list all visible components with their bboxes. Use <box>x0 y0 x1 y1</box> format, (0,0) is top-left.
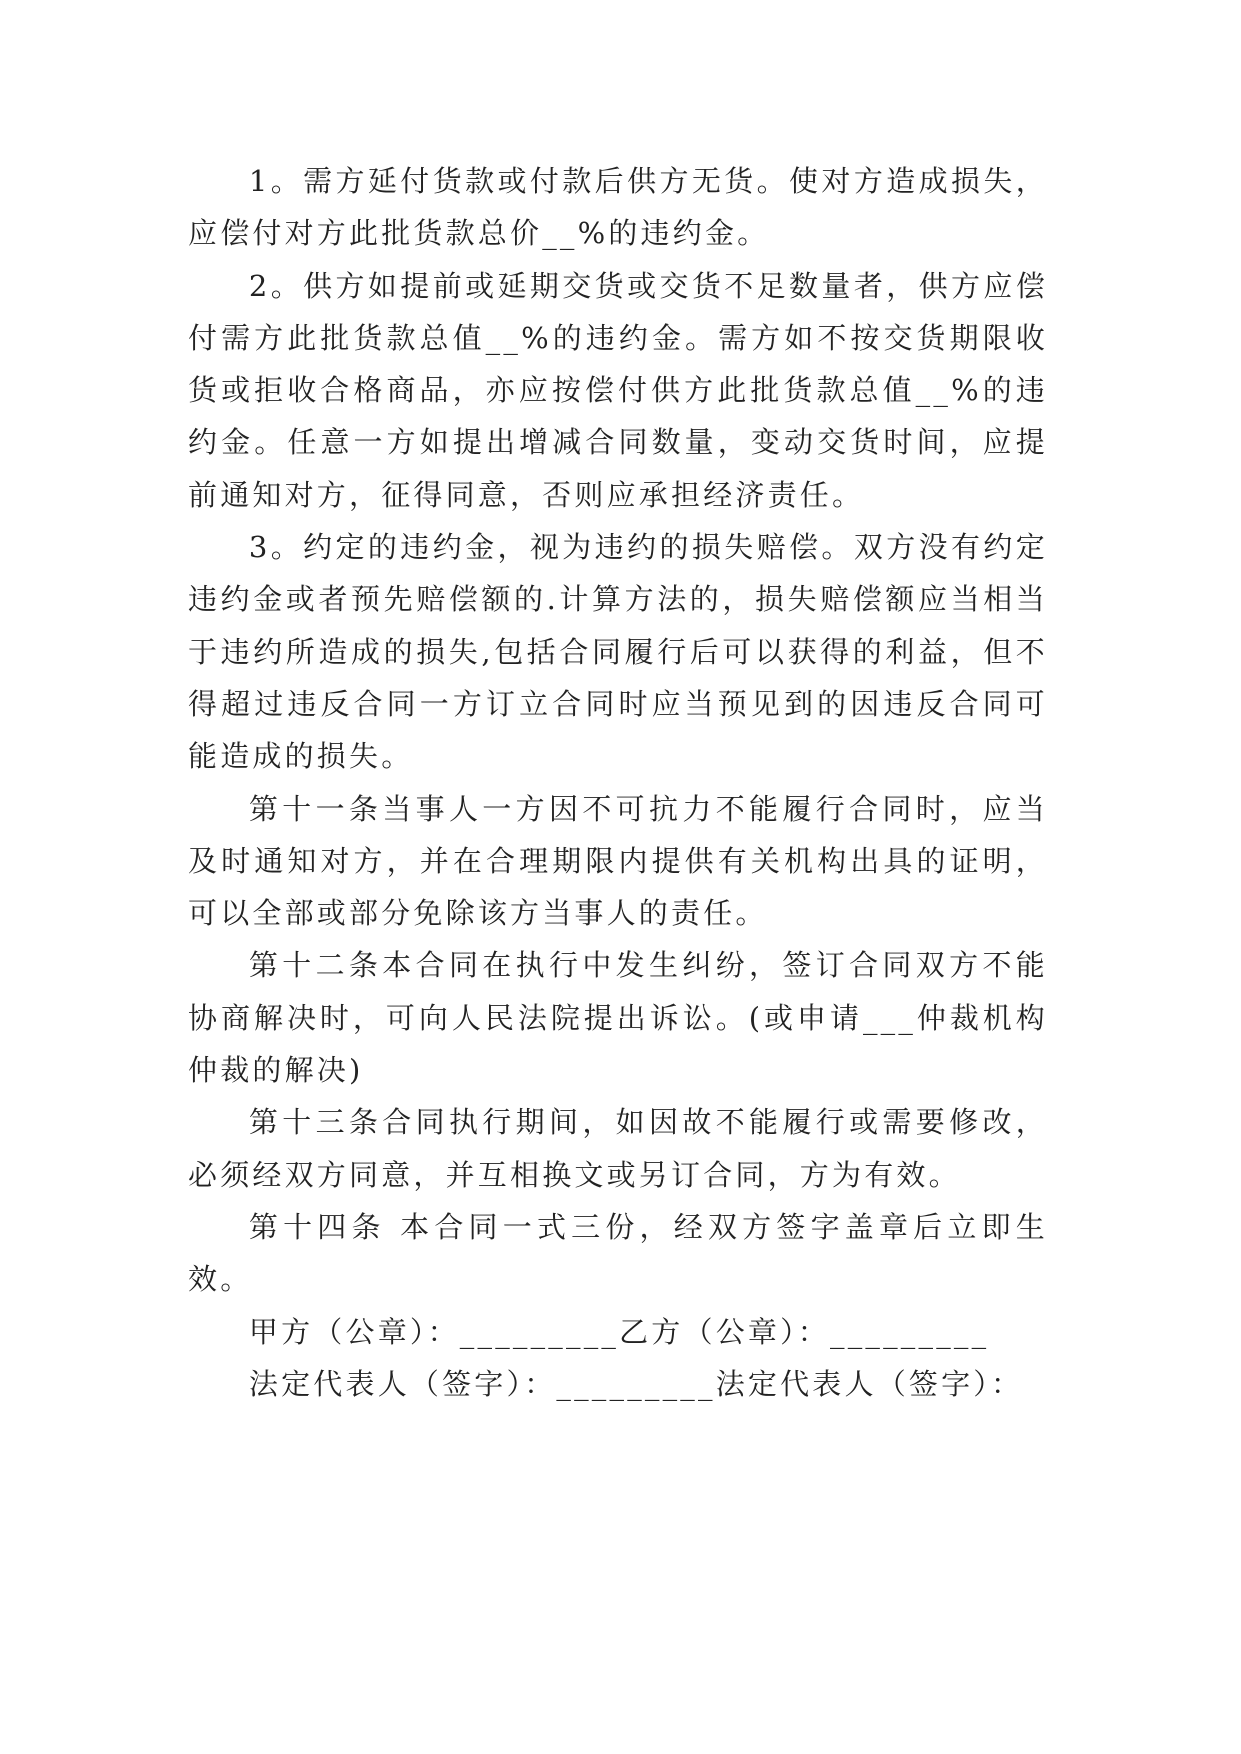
clause-paragraph-3: 3。约定的违约金，视为违约的损失赔偿。双方没有约定违约金或者预先赔偿额的.计算方法的，损失赔偿额应当相当于违约所造成的损失,包括合同履行后可以获得的利益，但不得超过违反合同一方订立合同时应当预见到的因违反合同可能造成的损失。 <box>188 530 1048 774</box>
document-page <box>188 155 1048 1410</box>
clause-paragraph-2: 2。供方如提前或延期交货或交货不足数量者，供方应偿付需方此批货款总值__%的违约金。需方如不按交货期限收货或拒收合格商品，亦应按偿付供方此批货款总值__%的违约金。任意一方如提出增减合同数量，变动交货时间，应提前通知对方，征得同意，否则应承担经济责任。 <box>188 268 1048 512</box>
article-13-paragraph: 第十三条合同执行期间，如因故不能履行或需要修改，必须经双方同意，并互相换文或另订合同，方为有效。 <box>188 1105 1048 1192</box>
article-12-paragraph: 第十二条本合同在执行中发生纠纷，签订合同双方不能协商解决时，可向人民法院提出诉讼。(或申请___仲裁机构仲裁的解决) <box>188 948 1048 1088</box>
party-seal-line: 甲方（公章）：_________乙方（公章）：_________ <box>248 1314 990 1349</box>
legal-representative-line: 法定代表人（签字）：_________法定代表人（签字）： <box>248 1366 1024 1401</box>
article-11-paragraph: 第十一条当事人一方因不可抗力不能履行合同时，应当及时通知对方，并在合理期限内提供有关机构出具的证明，可以全部或部分免除该方当事人的责任。 <box>188 791 1048 931</box>
article-14-paragraph: 第十四条 本合同一式三份，经双方签字盖章后立即生效。 <box>188 1209 1048 1297</box>
clause-paragraph-1: 1。需方延付货款或付款后供方无货。使对方造成损失，应偿付对方此批货款总价__%的违约金。 <box>188 164 1048 251</box>
